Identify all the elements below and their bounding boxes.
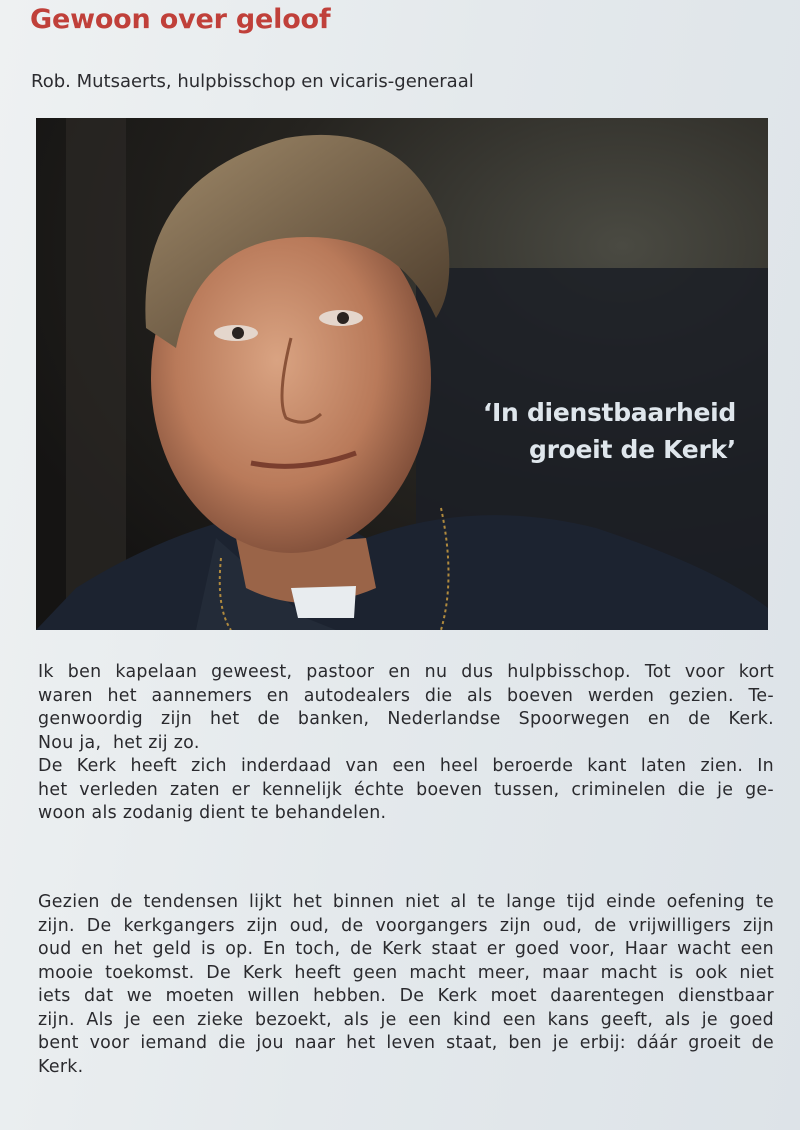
paragraph-line: Nou ja, het zij zo.: [38, 732, 200, 753]
paragraph-line: Ik ben kapelaan geweest, pastoor en nu dus hulpbisschop. Tot voor kort: [38, 662, 774, 682]
quote-line-2: groeit de Kerk’: [529, 435, 736, 464]
paragraph-line: woon als zodanig dient te behandelen.: [38, 803, 387, 823]
paragraph-line: waren het aannemers en autodealers die als boeven werden gezien. Te-: [38, 685, 774, 706]
article-byline: Rob. Mutsaerts, hulpbisschop en vicaris-generaal: [31, 71, 474, 92]
paragraph-line: De Kerk heeft zich inderdaad van een heel beroerde kant laten zien. In: [38, 756, 774, 776]
paragraph-line: mooie toekomst. De Kerk heeft geen macht meer, maar macht is ook niet: [38, 962, 774, 983]
paragraph-line: Gezien de tendensen lijkt het binnen niet al te lange tijd einde oefening te: [38, 892, 774, 912]
quote-line-1: ‘In dienstbaarheid: [482, 398, 736, 427]
paragraph-line: oud en het geld is op. En toch, de Kerk staat er goed voor, Haar wacht een: [38, 939, 774, 959]
paragraph-line: zijn. Als je een zieke bezoekt, als je een kind een kans geeft, als je goed: [38, 1009, 774, 1030]
paragraph-line: genwoordig zijn het de banken, Nederlandse Spoorwegen en de Kerk.: [38, 709, 774, 729]
portrait-photo: [36, 118, 768, 630]
paragraph-1: [38, 661, 774, 826]
article-title: Gewoon over geloof: [30, 4, 331, 35]
paragraph-line: iets dat we moeten willen hebben. De Kerk moet daarentegen dienstbaar: [38, 986, 774, 1006]
paragraph-2: [38, 891, 774, 1079]
photo-quote: [483, 394, 736, 468]
paragraph-line: Kerk.: [38, 1056, 84, 1077]
paragraph-line: zijn. De kerkgangers zijn oud, de voorgangers zijn oud, de vrijwilligers zijn: [38, 915, 774, 936]
portrait-illustration: [36, 118, 768, 630]
paragraph-line: bent voor iemand die jou naar het leven staat, ben je erbij: dáár groeit de: [38, 1033, 774, 1053]
paragraph-line: het verleden zaten er kennelijk échte boeven tussen, criminelen die je ge-: [38, 779, 774, 800]
